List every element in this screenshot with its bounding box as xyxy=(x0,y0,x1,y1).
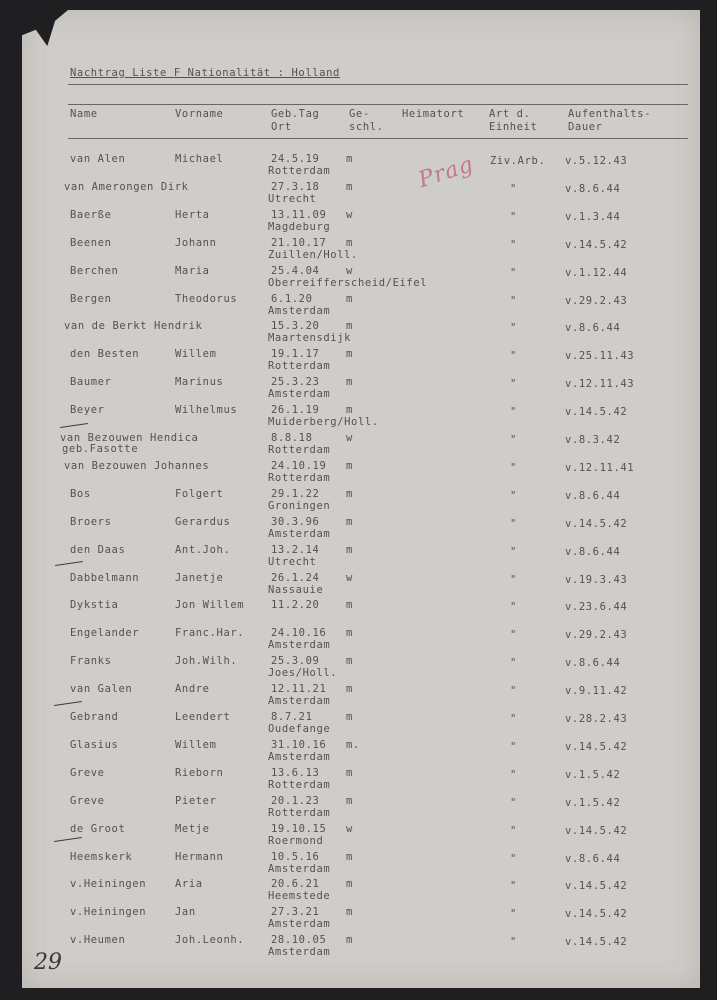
entry-name: Gebrand xyxy=(70,711,119,723)
entry-sex: m xyxy=(346,544,353,556)
entry-birthplace: Nassauie xyxy=(268,584,324,596)
entry-stay: v.1.12.44 xyxy=(565,267,628,279)
entry-birthdate: 30.3.96 xyxy=(271,516,320,528)
entry-unit: " xyxy=(510,797,517,809)
entry-birthplace: Amsterdam xyxy=(268,528,331,540)
entry-birthdate: 20.1.23 xyxy=(271,795,320,807)
entry-birthdate: 31.10.16 xyxy=(271,739,327,751)
entry-birthplace: Amsterdam xyxy=(268,639,331,651)
entry-vorname: Jan xyxy=(175,906,196,918)
entry-sex: m xyxy=(346,655,353,667)
entry-birthplace: Heemstede xyxy=(268,890,331,902)
entry-name: Beenen xyxy=(70,237,112,249)
entry-vorname: Johann xyxy=(175,237,217,249)
entry-unit: " xyxy=(510,657,517,669)
entry-sex: w xyxy=(346,572,353,584)
entry-birthdate: 26.1.24 xyxy=(271,572,320,584)
entry-sex: m xyxy=(346,627,353,639)
entry-birthplace: Amsterdam xyxy=(268,946,331,958)
entry-unit: " xyxy=(510,462,517,474)
entry-name: van Galen xyxy=(70,683,133,695)
entry-stay: v.1.5.42 xyxy=(565,797,621,809)
entry-vorname: Jon Willem xyxy=(175,599,245,611)
entry-stay: v.12.11.43 xyxy=(565,378,635,390)
header-art: Art d. xyxy=(489,108,531,120)
entry-birthdate: 19.10.15 xyxy=(271,823,327,835)
entry-birthplace: Joes/Holl. xyxy=(268,667,338,679)
entry-name: Greve xyxy=(70,767,105,779)
entry-vorname: Franc.Har. xyxy=(175,627,245,639)
entry-stay: v.9.11.42 xyxy=(565,685,628,697)
entry-stay: v.5.12.43 xyxy=(565,155,628,167)
entry-sex: m xyxy=(346,906,353,918)
handwritten-stamp: Prag xyxy=(415,151,478,194)
entry-vorname: Janetje xyxy=(175,572,224,584)
header-ort: Ort xyxy=(271,121,292,133)
entry-vorname: Maria xyxy=(175,265,210,277)
entry-sex: m xyxy=(346,348,353,360)
entry-stay: v.29.2.43 xyxy=(565,295,628,307)
entry-birthdate: 8.7.21 xyxy=(271,711,313,723)
entry-stay: v.8.3.42 xyxy=(565,434,621,446)
entry-name: Heemskerk xyxy=(70,851,133,863)
entry-birthdate: 12.11.21 xyxy=(271,683,327,695)
entry-birthplace: Amsterdam xyxy=(268,863,331,875)
entry-stay: v.19.3.43 xyxy=(565,574,628,586)
entry-birthdate: 25.4.04 xyxy=(271,265,320,277)
entry-vorname: Theodorus xyxy=(175,293,238,305)
entry-stay: v.14.5.42 xyxy=(565,880,628,892)
entry-sex: m xyxy=(346,376,353,388)
entry-birthplace: Amsterdam xyxy=(268,388,331,400)
entry-birthdate: 27.3.18 xyxy=(271,181,320,193)
entry-unit: " xyxy=(510,406,517,418)
header-einheit: Einheit xyxy=(489,121,538,133)
entry-name: Baumer xyxy=(70,376,112,388)
entry-vorname: Gerardus xyxy=(175,516,231,528)
entry-name: Glasius xyxy=(70,739,119,751)
entry-stay: v.1.3.44 xyxy=(565,211,621,223)
page-number: 29 xyxy=(34,950,62,975)
entry-stay: v.14.5.42 xyxy=(565,518,628,530)
entry-birthdate: 13.2.14 xyxy=(271,544,320,556)
entry-name: Baerße xyxy=(70,209,112,221)
entry-sex: w xyxy=(346,265,353,277)
entry-stay: v.8.6.44 xyxy=(565,657,621,669)
entry-stay: v.1.5.42 xyxy=(565,769,621,781)
entry-birthdate: 15.3.20 xyxy=(271,320,320,332)
entry-birthplace: Rotterdam xyxy=(268,360,331,372)
entry-unit: " xyxy=(510,518,517,530)
entry-name: Dykstia xyxy=(70,599,119,611)
entry-unit: " xyxy=(510,434,517,446)
entry-vorname: Ant.Joh. xyxy=(175,544,231,556)
entry-unit: " xyxy=(510,769,517,781)
entry-name: den Besten xyxy=(70,348,140,360)
entry-birthplace: Groningen xyxy=(268,500,331,512)
entry-birthplace: Utrecht xyxy=(268,556,317,568)
entry-name: Franks xyxy=(70,655,112,667)
entry-birthdate: 13.11.09 xyxy=(271,209,327,221)
entry-sex: m xyxy=(346,711,353,723)
entry-unit: " xyxy=(510,183,517,195)
entry-name: Greve xyxy=(70,795,105,807)
entry-name: Berchen xyxy=(70,265,119,277)
entry-sex: m xyxy=(346,404,353,416)
entry-unit: Ziv.Arb. xyxy=(490,155,546,167)
entry-vorname: Willem xyxy=(175,739,217,751)
entry-vorname: Rieborn xyxy=(175,767,224,779)
header-top-rule xyxy=(68,104,688,105)
entry-birthdate: 11.2.20 xyxy=(271,599,320,611)
entry-stay: v.25.11.43 xyxy=(565,350,635,362)
entry-birthplace: Oudefange xyxy=(268,723,331,735)
entry-vorname: Michael xyxy=(175,153,224,165)
entry-sex: m. xyxy=(346,739,360,751)
entry-name: Engelander xyxy=(70,627,140,639)
entry-sex: w xyxy=(346,823,353,835)
entry-stay: v.14.5.42 xyxy=(565,406,628,418)
entry-unit: " xyxy=(510,685,517,697)
entry-sex: m xyxy=(346,153,353,165)
entry-sex: w xyxy=(346,209,353,221)
entry-birthdate: 25.3.09 xyxy=(271,655,320,667)
entry-birthplace: Rotterdam xyxy=(268,165,331,177)
entry-birthdate: 29.1.22 xyxy=(271,488,320,500)
entry-vorname: Folgert xyxy=(175,488,224,500)
entry-birthplace: Muiderberg/Holl. xyxy=(268,416,379,428)
header-geschl: Ge- xyxy=(349,108,370,120)
entry-vorname: Hermann xyxy=(175,851,224,863)
entry-birthdate: 20.6.21 xyxy=(271,878,320,890)
entry-unit: " xyxy=(510,880,517,892)
entry-birthdate: 10.5.16 xyxy=(271,851,320,863)
entry-sex: m xyxy=(346,878,353,890)
entry-birthplace: Rotterdam xyxy=(268,444,331,456)
entry-vorname: Pieter xyxy=(175,795,217,807)
entry-name: van Bezouwen Johannes xyxy=(64,460,210,472)
entry-name: Broers xyxy=(70,516,112,528)
entry-name: van Alen xyxy=(70,153,126,165)
entry-birthplace: Zuillen/Holl. xyxy=(268,249,358,261)
entry-sex: m xyxy=(346,599,353,611)
entry-name: v.Heiningen xyxy=(70,878,147,890)
entry-unit: " xyxy=(510,908,517,920)
entry-sex: m xyxy=(346,683,353,695)
header-bottom-rule xyxy=(68,138,688,139)
entry-name: Beyer xyxy=(70,404,105,416)
entry-vorname: Andre xyxy=(175,683,210,695)
entry-birthdate: 28.10.05 xyxy=(271,934,327,946)
entry-unit: " xyxy=(510,267,517,279)
entry-birthdate: 24.10.19 xyxy=(271,460,327,472)
entry-birthdate: 13.6.13 xyxy=(271,767,320,779)
entry-sex: m xyxy=(346,320,353,332)
entry-birthplace: Rotterdam xyxy=(268,779,331,791)
entry-birthdate: 8.8.18 xyxy=(271,432,313,444)
entry-unit: " xyxy=(510,601,517,613)
header-heimatort: Heimatort xyxy=(402,108,465,120)
entry-unit: " xyxy=(510,853,517,865)
entry-name: van Amerongen Dirk xyxy=(64,181,189,193)
entry-birthdate: 24.5.19 xyxy=(271,153,320,165)
entry-unit: " xyxy=(510,546,517,558)
entry-name: den Daas xyxy=(70,544,126,556)
entry-sex: m xyxy=(346,934,353,946)
entry-sex: m xyxy=(346,488,353,500)
entry-stay: v.8.6.44 xyxy=(565,490,621,502)
entry-name: Bergen xyxy=(70,293,112,305)
entry-birthplace: Maartensdijk xyxy=(268,332,352,344)
entry-name-maiden: geb.Fasotte xyxy=(62,443,139,455)
entry-sex: m xyxy=(346,767,353,779)
entry-birthplace: Rotterdam xyxy=(268,472,331,484)
entry-unit: " xyxy=(510,378,517,390)
entry-unit: " xyxy=(510,574,517,586)
entry-birthplace: Oberreifferscheid/Eifel xyxy=(268,277,428,289)
entry-unit: " xyxy=(510,936,517,948)
entry-stay: v.14.5.42 xyxy=(565,908,628,920)
entry-birthplace: Roermond xyxy=(268,835,324,847)
entry-name: van Bezouwen Hendica xyxy=(60,432,199,444)
entry-sex: m xyxy=(346,293,353,305)
header-aufenthalt: Aufenthalts- xyxy=(568,108,652,120)
entry-vorname: Wilhelmus xyxy=(175,404,238,416)
entry-vorname: Marinus xyxy=(175,376,224,388)
entry-birthdate: 6.1.20 xyxy=(271,293,313,305)
entry-stay: v.14.5.42 xyxy=(565,239,628,251)
header-geb: Geb.Tag xyxy=(271,108,320,120)
entry-stay: v.8.6.44 xyxy=(565,183,621,195)
entry-stay: v.23.6.44 xyxy=(565,601,628,613)
entry-stay: v.8.6.44 xyxy=(565,322,621,334)
entry-stay: v.8.6.44 xyxy=(565,546,621,558)
header-dauer: Dauer xyxy=(568,121,603,133)
entry-vorname: Joh.Wilh. xyxy=(175,655,238,667)
entry-stay: v.29.2.43 xyxy=(565,629,628,641)
entry-birthdate: 21.10.17 xyxy=(271,237,327,249)
entry-unit: " xyxy=(510,322,517,334)
header-name: Name xyxy=(70,108,98,120)
entry-vorname: Metje xyxy=(175,823,210,835)
entry-sex: m xyxy=(346,516,353,528)
entry-unit: " xyxy=(510,825,517,837)
entry-vorname: Willem xyxy=(175,348,217,360)
entry-unit: " xyxy=(510,490,517,502)
entry-birthdate: 25.3.23 xyxy=(271,376,320,388)
entry-sex: m xyxy=(346,795,353,807)
entry-stay: v.14.5.42 xyxy=(565,936,628,948)
entry-vorname: Herta xyxy=(175,209,210,221)
entry-name: v.Heiningen xyxy=(70,906,147,918)
entry-unit: " xyxy=(510,713,517,725)
entry-birthplace: Rotterdam xyxy=(268,807,331,819)
entry-birthplace: Amsterdam xyxy=(268,695,331,707)
entry-unit: " xyxy=(510,211,517,223)
entry-name: van de Berkt Hendrik xyxy=(64,320,203,332)
entry-stay: v.14.5.42 xyxy=(565,825,628,837)
entry-birthdate: 19.1.17 xyxy=(271,348,320,360)
entry-stay: v.28.2.43 xyxy=(565,713,628,725)
entry-name: Dabbelmann xyxy=(70,572,140,584)
title-underline xyxy=(68,84,688,85)
entry-birthplace: Amsterdam xyxy=(268,918,331,930)
entry-sex: m xyxy=(346,460,353,472)
entry-birthplace: Amsterdam xyxy=(268,751,331,763)
entry-sex: w xyxy=(346,432,353,444)
entry-sex: m xyxy=(346,181,353,193)
entry-vorname: Aria xyxy=(175,878,203,890)
entry-stay: v.8.6.44 xyxy=(565,853,621,865)
entry-birthdate: 24.10.16 xyxy=(271,627,327,639)
entry-birthplace: Utrecht xyxy=(268,193,317,205)
entry-vorname: Leendert xyxy=(175,711,231,723)
entry-sex: m xyxy=(346,851,353,863)
document-title: Nachtrag Liste F Nationalität : Holland xyxy=(70,67,340,79)
entry-birthdate: 27.3.21 xyxy=(271,906,320,918)
entry-name: de Groot xyxy=(70,823,126,835)
entry-unit: " xyxy=(510,741,517,753)
entry-stay: v.14.5.42 xyxy=(565,741,628,753)
entry-sex: m xyxy=(346,237,353,249)
entry-unit: " xyxy=(510,350,517,362)
entry-vorname: Joh.Leonh. xyxy=(175,934,245,946)
entry-name: v.Heumen xyxy=(70,934,126,946)
entry-birthdate: 26.1.19 xyxy=(271,404,320,416)
header-geschl-2: schl. xyxy=(349,121,384,133)
entry-name: Bos xyxy=(70,488,91,500)
entry-birthplace: Magdeburg xyxy=(268,221,331,233)
header-vorname: Vorname xyxy=(175,108,224,120)
entry-unit: " xyxy=(510,629,517,641)
entry-unit: " xyxy=(510,295,517,307)
entry-unit: " xyxy=(510,239,517,251)
entry-birthplace: Amsterdam xyxy=(268,305,331,317)
entry-stay: v.12.11.41 xyxy=(565,462,635,474)
